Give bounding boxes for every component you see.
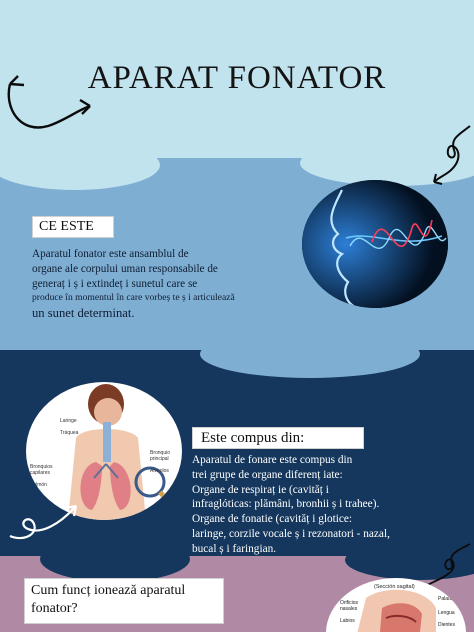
compus-line: bucal ș i faringian. — [192, 542, 277, 555]
definition-line: un sunet determinat. — [32, 306, 135, 321]
cum-functioneaza-heading — [24, 578, 224, 624]
diagram-label: Laringe — [60, 418, 77, 424]
compus-line: Organe de fonatie (cavităț i glotice: — [192, 513, 353, 526]
compus-line: trei grupe de organe diferenț iate: — [192, 468, 343, 481]
diagram-label: Lengua — [438, 610, 455, 616]
ce-este-heading: CE ESTE — [32, 216, 114, 238]
spiral-arrow-icon — [420, 120, 474, 192]
diagram-label: Tráquea — [60, 430, 79, 436]
compus-line: Organe de respiraț ie (cavităț i — [192, 483, 329, 496]
definition-line: produce în momentul în care vorbeș te ș i articulează — [32, 292, 235, 304]
diagram-label: Dientes — [438, 622, 455, 628]
compus-heading: Este compus din: — [192, 427, 364, 449]
cum-heading-line: fonator? — [31, 601, 78, 616]
compus-line: Aparatul de fonare este compus din — [192, 454, 353, 466]
face-soundwave-image — [302, 180, 448, 308]
white-arrow-icon — [4, 484, 84, 544]
diagram-label: principal — [150, 456, 169, 462]
diagram-label: Orificios — [340, 600, 359, 606]
diagram-label: Paladar — [438, 596, 456, 602]
curly-arrow-icon — [2, 70, 102, 138]
compus-line: laringe, corzile vocale ș i rezonatori - nazal, — [192, 527, 390, 540]
definition-line: Aparatul fonator este ansamblul de — [32, 248, 189, 260]
diagram-label: nasales — [340, 606, 358, 612]
compus-line: infraglóticas: plămâni, bronhii ș i trahee). — [192, 498, 380, 511]
diagram-label: Alveolos — [150, 468, 169, 474]
diagram-label: Pulmón — [30, 482, 47, 488]
page-title: APARAT FONATOR — [87, 60, 387, 96]
diagram-label: (Sección sagital) — [374, 584, 415, 590]
face-soundwave-graphic — [302, 180, 448, 308]
diagram-label: Bronquios — [30, 464, 53, 470]
definition-line: generaț i ș i extindeț i sunetul care se — [32, 277, 198, 290]
compus-text — [192, 453, 390, 557]
diagram-label: capilares — [30, 470, 51, 476]
definition-text — [32, 247, 235, 321]
diagram-label: Labios — [340, 618, 355, 624]
cum-heading-line: Cum funcț ionează aparatul — [31, 583, 186, 598]
definition-line: organe ale corpului uman responsabile de — [32, 262, 218, 275]
diagram-label: Bronquio — [150, 450, 171, 456]
scallop-mid-right — [200, 330, 420, 378]
